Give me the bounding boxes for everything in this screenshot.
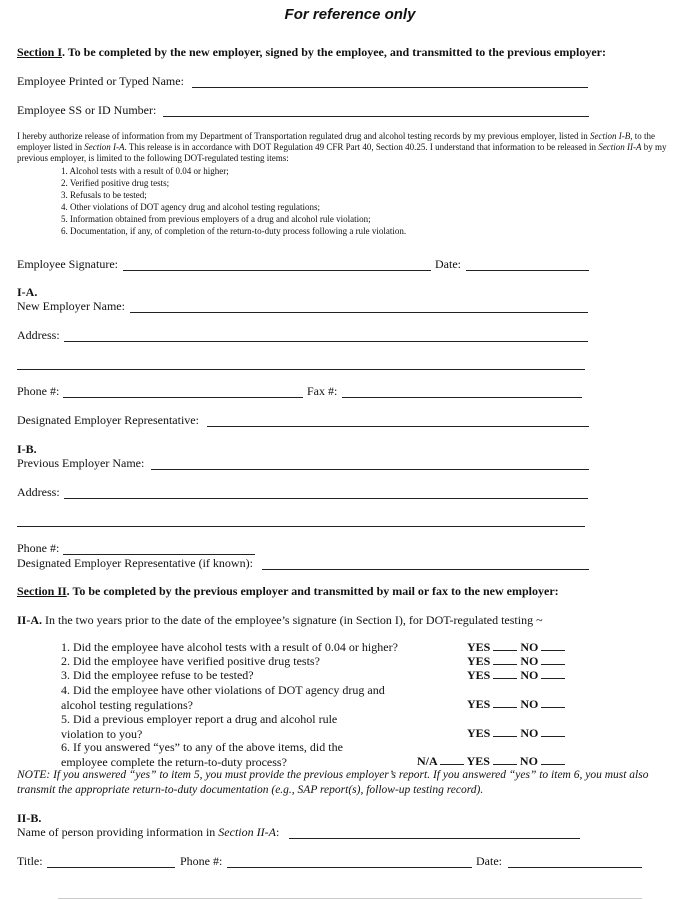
section-1-title	[17, 45, 606, 60]
new-employer-field[interactable]	[130, 312, 588, 313]
no-label: NO	[519, 754, 538, 768]
section-2a-text: In the two years prior to the date of the employee’s signature (in Section I), for DOT-regulated testing ~	[42, 613, 543, 627]
section-2-label: Section II	[17, 584, 67, 598]
yes-label: YES	[467, 640, 491, 654]
release-item: 3. Refusals to be tested;	[61, 190, 147, 200]
section-1-instructions: . To be completed by the new employer, signed by the employee, and transmitted to the previous employer:	[62, 45, 606, 59]
provider-label-text: Name of person providing information in	[17, 825, 219, 839]
release-item: 5. Information obtained from previous employers of a drug and alcohol rule violation;	[61, 214, 371, 224]
no-label: NO	[520, 640, 539, 654]
signature-field[interactable]	[123, 270, 431, 271]
section-1b-heading: I-B.	[17, 442, 37, 456]
new-employer-rep-field[interactable]	[207, 426, 589, 427]
question-4-line1: 4. Did the employee have other violations of DOT agency drug and	[61, 683, 385, 697]
prev-employer-address-label: Address:	[17, 485, 60, 499]
question-3: 3. Did the employee refuse to be tested?	[61, 668, 254, 682]
provider-name-field[interactable]	[289, 838, 580, 839]
no-blank-4[interactable]	[541, 697, 565, 708]
release-item: 1. Alcohol tests with a result of 0.04 or higher;	[61, 166, 229, 176]
note-paragraph: NOTE: If you answered “yes” to item 5, you must provide the previous employer’s report. If you answered “yes” to item 6, you must also transmit the appropriate return-to-duty documentation (e.g., SAP report(s), follow-up testing record).	[17, 769, 649, 796]
yes-label: YES	[467, 668, 491, 682]
provider-phone-field[interactable]	[227, 867, 472, 868]
question-6-line1: 6. If you answered “yes” to any of the above items, did the	[61, 740, 343, 754]
section-2-instructions: . To be completed by the previous employer and transmitted by mail or fax to the new employer:	[66, 584, 559, 598]
provider-name-label	[17, 825, 279, 840]
yes-blank-5[interactable]	[493, 726, 517, 737]
yes-label: YES	[467, 726, 491, 740]
yes-blank-6[interactable]	[493, 754, 517, 765]
new-employer-address-label: Address:	[17, 328, 60, 342]
answer-row-2	[467, 654, 565, 669]
no-label: NO	[520, 654, 539, 668]
prev-employer-address-line2[interactable]	[17, 526, 585, 527]
provider-date-field[interactable]	[508, 867, 642, 868]
yes-blank-2[interactable]	[493, 654, 517, 665]
prev-employer-phone-field[interactable]	[63, 554, 255, 555]
provider-label-colon: :	[275, 825, 280, 839]
question-5-line2: violation to you?	[61, 727, 143, 741]
question-6	[61, 740, 343, 770]
provider-title-field[interactable]	[47, 867, 175, 868]
question-4-line2: alcohol testing regulations?	[61, 698, 193, 712]
section-1a-heading: I-A.	[17, 285, 38, 299]
question-1: 1. Did the employee have alcohol tests with a result of 0.04 or higher?	[61, 640, 398, 654]
new-employer-fax-field[interactable]	[342, 397, 582, 398]
authorization-paragraph	[17, 131, 677, 164]
prev-employer-label: Previous Employer Name:	[17, 456, 145, 470]
ss-number-field[interactable]	[163, 116, 589, 117]
no-blank-1[interactable]	[541, 640, 565, 651]
question-6-line2: employee complete the return-to-duty process?	[61, 755, 287, 769]
section-2b-heading: II-B.	[17, 811, 42, 825]
signature-date-label: Date:	[435, 257, 461, 271]
provider-label-section-ref: Section II-A	[218, 825, 276, 839]
new-employer-phone-label: Phone #:	[17, 384, 60, 398]
answer-row-5	[467, 726, 565, 741]
no-blank-5[interactable]	[541, 726, 565, 737]
question-5-line1: 5. Did a previous employer report a drug and alcohol rule	[61, 712, 338, 726]
release-item: 4. Other violations of DOT agency drug and alcohol testing regulations;	[61, 202, 321, 212]
provider-phone-label: Phone #:	[180, 854, 223, 868]
auth-text-3: . This release is in accordance with DOT Regulation 49 CFR Part 40, Section 40.25. I understand that information to be released in	[124, 142, 599, 152]
provider-date-label: Date:	[476, 854, 502, 868]
printed-name-label: Employee Printed or Typed Name:	[17, 74, 184, 88]
yes-blank-1[interactable]	[493, 640, 517, 651]
auth-ref-section-1b: Section I-B	[589, 131, 631, 141]
question-4	[61, 683, 385, 713]
new-employer-address-line2[interactable]	[17, 369, 585, 370]
yes-label: YES	[466, 754, 490, 768]
new-employer-rep-label: Designated Employer Representative:	[17, 413, 199, 427]
signature-date-field[interactable]	[466, 270, 589, 271]
prev-employer-address-field[interactable]	[64, 498, 588, 499]
printed-name-field[interactable]	[192, 87, 588, 88]
question-2: 2. Did the employee have verified positive drug tests?	[61, 654, 320, 668]
new-employer-fax-label: Fax #:	[307, 384, 338, 398]
yes-label: YES	[467, 697, 491, 711]
no-blank-6[interactable]	[541, 754, 565, 765]
release-items-list	[61, 165, 406, 237]
yes-blank-4[interactable]	[493, 697, 517, 708]
new-employer-address-field[interactable]	[64, 341, 588, 342]
ss-number-label: Employee SS or ID Number:	[17, 103, 157, 117]
section-1-label: Section I	[17, 45, 62, 59]
release-item: 2. Verified positive drug tests;	[61, 178, 170, 188]
reference-banner: For reference only	[284, 6, 416, 23]
prev-employer-phone-label: Phone #:	[17, 541, 60, 555]
section-2a-heading: II-A.	[17, 613, 43, 627]
na-label: N/A	[417, 754, 438, 768]
answer-row-1	[467, 640, 565, 655]
prev-employer-rep-label: Designated Employer Representative (if known):	[17, 556, 253, 570]
no-label: NO	[520, 668, 539, 682]
section-2a-intro	[17, 613, 543, 628]
prev-employer-rep-field[interactable]	[262, 569, 589, 570]
release-item: 6. Documentation, if any, of completion of the return-to-duty process following a rule violation.	[61, 226, 407, 236]
signature-label: Employee Signature:	[17, 257, 118, 271]
answer-row-4	[467, 697, 565, 712]
prev-employer-field[interactable]	[151, 469, 589, 470]
question-5	[61, 712, 337, 742]
no-label: NO	[520, 726, 539, 740]
answer-row-3	[467, 668, 565, 683]
auth-text-1: I hereby authorize release of information from my Department of Transportation regulated drug and alcohol testing records by my previous employer, listed in	[17, 131, 590, 141]
yes-label: YES	[467, 654, 491, 668]
auth-ref-section-1a: Section I-A	[84, 142, 125, 152]
yes-blank-3[interactable]	[493, 668, 517, 679]
no-blank-3[interactable]	[541, 668, 565, 679]
no-blank-2[interactable]	[541, 654, 565, 665]
new-employer-phone-field[interactable]	[63, 397, 303, 398]
auth-ref-section-2a: Section II-A	[598, 142, 642, 152]
auth-text-2: , to the employer listed in	[17, 131, 655, 152]
na-blank-6[interactable]	[440, 754, 464, 765]
auth-text-4: by my previous employer, is limited to the following DOT-regulated testing items:	[17, 142, 667, 163]
new-employer-label: New Employer Name:	[17, 299, 125, 313]
no-label: NO	[520, 697, 539, 711]
provider-title-label: Title:	[17, 854, 43, 868]
footer-rule	[58, 898, 642, 899]
answer-row-6	[417, 754, 565, 769]
section-2-title	[17, 584, 559, 599]
